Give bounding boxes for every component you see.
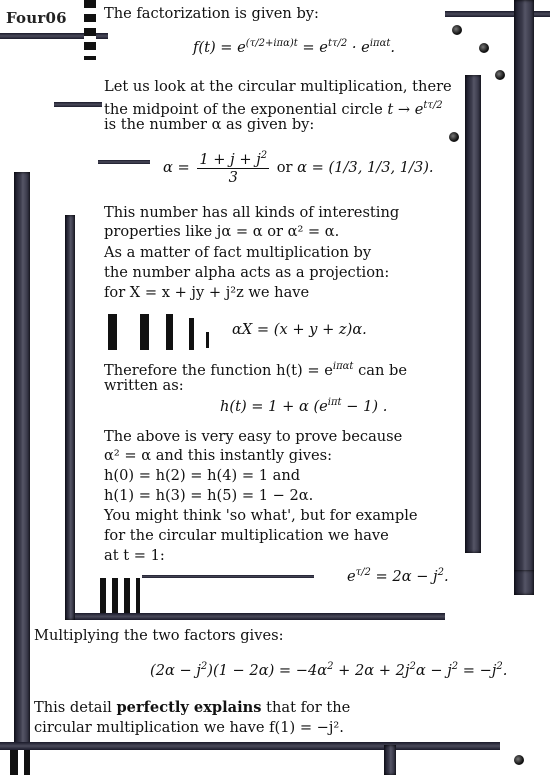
equation-alpha: α = $\frac{1 + j + j^2}{3}$ or α = (1/3, 1/3, 1/3).	[163, 150, 434, 186]
text-line: h(0) = h(2) = h(4) = 1 and	[104, 467, 301, 484]
text-span: Therefore the function h(t) = e	[104, 361, 333, 379]
text-line	[34, 698, 350, 717]
bold-text: perfectly explains	[116, 699, 262, 716]
bar-l2	[54, 102, 102, 107]
dot-2	[479, 43, 489, 53]
text-line: the midpoint of the exponential circle $t \to e^{t\tau/2}$	[104, 100, 443, 118]
mid-vertical-bar	[65, 215, 75, 620]
tick-4	[189, 318, 194, 350]
left-vertical-bar	[14, 172, 30, 762]
tick-3	[166, 314, 173, 350]
equation-h: h(t) = 1 + α $(e^{i\pi t} - 1)$ .	[220, 397, 388, 415]
pixel-block	[84, 0, 96, 60]
equation-product: $(2\alpha - j^2)(1 - 2\alpha) = -4\alpha^2 + 2\alpha + 2j^2\alpha - j^2 = -j^2$.	[150, 661, 508, 679]
brand-logo: Four06	[6, 9, 67, 27]
text-line: h(1) = h(3) = h(5) = 1 − 2α.	[104, 487, 314, 504]
bar-e5	[142, 575, 314, 578]
text-line: Multiplying the two factors gives:	[34, 627, 284, 644]
text-line: the number alpha acts as a projection:	[104, 264, 390, 281]
equation-e-tau: $e^{\tau/2} = 2\alpha - j^2$.	[347, 567, 449, 585]
top-right-bar	[445, 11, 550, 17]
exp-span: iπαt	[332, 361, 354, 372]
text-line: You might think 'so what', but for example	[104, 507, 418, 524]
text-line: properties like jα = α or α² = α.	[104, 223, 340, 240]
text-line: This number has all kinds of interesting	[104, 204, 400, 221]
right-inner-bar	[465, 75, 481, 553]
text-line: for X = x + jy + j²z we have	[104, 284, 310, 301]
text-line: The factorization is given by:	[104, 5, 319, 22]
dot-3	[495, 70, 505, 80]
text-line: written as:	[104, 377, 184, 394]
bottom-left-block	[10, 750, 30, 775]
tick-2	[140, 314, 149, 350]
pixel-stairs	[100, 578, 140, 618]
tick-5	[206, 332, 209, 348]
text-line: Let us look at the circular multiplication, there	[104, 78, 452, 95]
text-line: As a matter of fact multiplication by	[104, 244, 372, 261]
right-lower-bar	[514, 570, 534, 595]
dot-1	[452, 25, 462, 35]
equation-f: $f(t) = e^{(\tau/2+i\pi\alpha)t} = e^{t\tau/2} \cdot e^{i\pi\alpha t}$.	[193, 38, 395, 56]
equation-projection: αX = (x + y + z)α.	[232, 321, 367, 338]
tick-1	[108, 314, 117, 350]
dot-4	[449, 132, 459, 142]
right-vertical-bar	[514, 0, 534, 595]
text-line: is the number α as given by:	[104, 116, 315, 133]
text-line: at t = 1:	[104, 547, 165, 564]
text-line: for the circular multiplication we have	[104, 527, 389, 544]
text-line: α² = α and this instantly gives:	[104, 447, 333, 464]
bottom-mid-bar	[384, 745, 396, 775]
text-line: circular multiplication we have f(1) = −j².	[34, 719, 344, 736]
text-span: the midpoint of the exponential circle	[104, 100, 383, 118]
text-span: This detail	[34, 699, 117, 716]
bottom-bar	[0, 742, 500, 750]
text-span: that for the	[261, 699, 351, 716]
text-span: can be	[353, 361, 407, 379]
bar-middle	[75, 613, 445, 620]
dot-bottom	[514, 755, 524, 765]
bar-l4	[98, 160, 150, 164]
text-line: The above is very easy to prove because	[104, 428, 403, 445]
